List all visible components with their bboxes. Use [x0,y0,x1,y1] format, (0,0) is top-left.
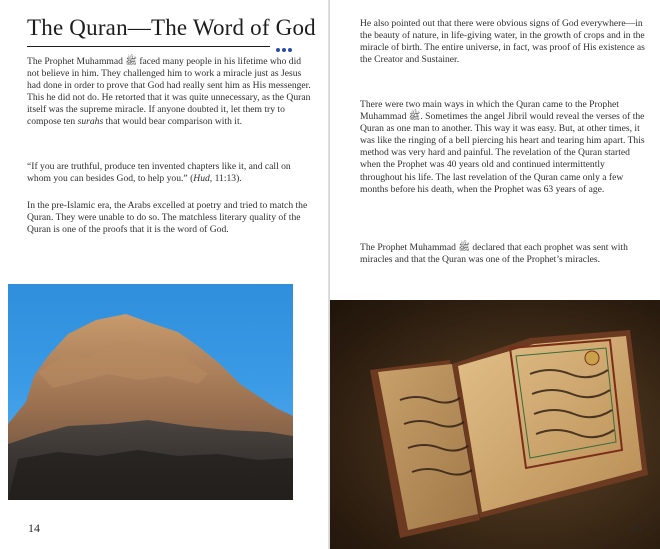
page-number-left: 14 [28,521,40,535]
right-paragraph-1: He also pointed out that there were obvious signs of God everywhere—in the beauty of nature, in life-giving water, in the growth of crops and in the miracle of birth. The entire universe, in fact, was proof of His existence as the Creator and Sustainer. [360,18,645,66]
left-paragraph-1: The Prophet Muhammad ﷺ faced many people in his lifetime who did not believe in him. They challenged him to work a miracle just as Jesus had done in order to prove that God had really sent him as His messenger. This he did not do. He retorted that it was quite unnecessary, as the Quran itself was the supreme miracle. If anyone doubted it, let them try to compose ten surahs that would bear comparison with it. [27,56,311,128]
page-number-right: 15 [630,521,642,535]
right-paragraph-3: The Prophet Muhammad ﷺ declared that each prophet was sent with miracles and that the Quran was one of the Prophet’s miracles. [360,242,628,266]
mountain-illustration [8,284,293,500]
left-page [0,0,329,549]
left-paragraph-3: In the pre-Islamic era, the Arabs excelled at poetry and tried to match the Quran. They were unable to do so. The matchless literary quality of the Quran is one of the proofs that it is the word of God. [27,200,308,236]
page-title: The Quran—The Word of God [27,15,316,40]
mountain-photo [8,284,293,500]
right-paragraph-2: There were two main ways in which the Quran came to the Prophet Muhammad ﷺ. Sometimes the angel Jibril would reveal the verses of the Quran as one man to another. This way it was easy. But, at other times, it was like the ringing of a bell piercing his heart and tearing him apart. This method was very hard and painful. The revelation of the Quran started when the Prophet was 40 years old and continued intermittently throughout his life. The last revelation of the Quran came only a few months before his death, when the Prophet was 63 years of age. [360,99,645,195]
title-dots-ornament [276,39,294,57]
title-rule [27,46,270,47]
right-page [330,0,660,549]
quran-manuscript-photo [330,300,660,549]
quote-paragraph: “If you are truthful, produce ten invented chapters like it, and call on whom you can besides God, to help you.” (Hud, 11:13). [27,161,291,185]
manuscript-illustration [330,300,660,549]
